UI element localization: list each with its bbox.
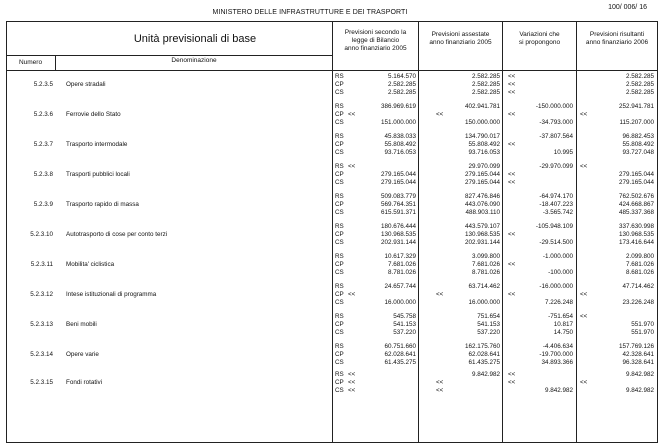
row-value: 55.808.492: [468, 141, 500, 149]
row-value: 96.882.453: [622, 133, 654, 140]
row-value: -3.565.742: [542, 209, 573, 217]
row-value: -751.654: [548, 313, 573, 320]
header-line: Previsioni assestate: [431, 31, 490, 38]
row-value: 60.751.660: [384, 343, 416, 350]
row-value: 279.165.044: [618, 179, 654, 187]
row-value: 279.165.044: [380, 171, 416, 179]
row-type: CS: [335, 89, 344, 97]
row-value: -100.000: [548, 269, 573, 277]
row-numero: 5.2.3.10: [30, 231, 53, 239]
header-previsioni-assestate: [419, 31, 502, 47]
row-numero: 5.2.3.14: [30, 351, 53, 359]
row-value: 279.165.044: [464, 179, 500, 187]
row-type: RS: [335, 163, 344, 170]
row-value: 424.668.867: [618, 201, 654, 209]
row-value: 24.657.744: [384, 283, 416, 290]
row-value: <<: [508, 73, 516, 80]
header-variazioni: [503, 31, 576, 47]
row-value: 10.995: [553, 149, 573, 157]
row-value: <<: [436, 291, 444, 299]
row-denominazione: Beni mobili: [66, 321, 97, 329]
row-value: -64.974.170: [539, 193, 573, 200]
row-value: 151.000.000: [380, 119, 416, 127]
row-type: RS: [335, 133, 344, 140]
row-type: RS: [335, 73, 344, 80]
header-line: Previsioni secondo la: [344, 29, 407, 36]
row-value: 130.968.535: [380, 231, 416, 239]
row-value: -37.807.564: [539, 133, 573, 140]
row-value: <<: [580, 379, 588, 387]
row-value: 8.781.026: [471, 269, 500, 277]
row-value: 541.153: [393, 321, 416, 329]
row-value: 202.931.144: [380, 239, 416, 247]
right-border: [657, 21, 658, 442]
row-value: 2.582.285: [625, 81, 654, 89]
row-numero: 5.2.3.12: [30, 291, 53, 299]
header-line: anno finanziario 2005: [429, 39, 492, 47]
col-divider-bilancio: [418, 21, 419, 442]
row-value: <<: [580, 291, 588, 299]
row-value: 279.165.044: [380, 179, 416, 187]
row-value: <<: [348, 379, 356, 387]
row-type: CP: [335, 261, 344, 269]
row-value: 61.435.275: [384, 359, 416, 367]
row-value: 551.970: [631, 321, 654, 329]
row-type: RS: [335, 343, 344, 350]
row-type: CS: [335, 269, 344, 277]
row-value: -4.406.634: [542, 343, 573, 350]
row-value: 180.676.444: [380, 223, 416, 230]
row-value: <<: [508, 379, 516, 387]
row-value: -34.793.000: [539, 119, 573, 127]
header-line: anno finanziario 2005: [344, 45, 407, 53]
row-value: -150.000.000: [535, 103, 573, 110]
row-value: 509.083.779: [380, 193, 416, 200]
row-value: 551.970: [631, 329, 654, 337]
row-type: CS: [335, 119, 344, 127]
row-value: 55.808.492: [622, 141, 654, 149]
row-type: CS: [335, 149, 344, 157]
row-value: 7.226.248: [544, 299, 573, 307]
row-value: 62.028.641: [468, 351, 500, 359]
row-value: 157.769.126: [618, 343, 654, 350]
row-type: CS: [335, 299, 344, 307]
row-value: 130.968.535: [618, 231, 654, 239]
row-value: <<: [508, 141, 516, 149]
row-denominazione: Trasporto intermodale: [66, 141, 128, 149]
page-number: 100/ 006/ 16: [608, 4, 647, 11]
header-denominazione: Denominazione: [171, 57, 217, 64]
row-value: 7.681.026: [625, 261, 654, 269]
row-value: -16.000.000: [539, 283, 573, 290]
row-value: 7.681.026: [387, 261, 416, 269]
row-value: <<: [348, 387, 356, 395]
row-numero: 5.2.3.5: [33, 81, 53, 89]
row-value: -29.514.500: [539, 239, 573, 247]
row-value: 23.226.248: [622, 299, 654, 307]
row-value: 47.714.462: [622, 283, 654, 290]
header-line: Variazioni che: [519, 31, 560, 38]
header-line: Previsioni risultanti: [589, 31, 645, 38]
row-value: <<: [508, 111, 516, 119]
row-value: 16.000.000: [384, 299, 416, 307]
row-denominazione: Mobilita' ciclistica: [66, 261, 115, 269]
row-value: 8.781.026: [387, 269, 416, 277]
col-divider-assestate: [502, 21, 503, 442]
header-numero: Numero: [18, 59, 43, 66]
row-value: <<: [348, 371, 356, 378]
row-type: CP: [335, 201, 344, 209]
row-value: <<: [436, 387, 444, 395]
row-value: <<: [508, 261, 516, 269]
row-value: <<: [436, 379, 444, 387]
row-value: 130.968.535: [464, 231, 500, 239]
row-value: 615.591.371: [380, 209, 416, 217]
row-denominazione: Ferrovie dello Stato: [66, 111, 121, 119]
row-value: 93.716.053: [468, 149, 500, 157]
row-numero: 5.2.3.13: [30, 321, 53, 329]
row-denominazione: Opere stradali: [66, 81, 106, 89]
row-value: 96.328.641: [622, 359, 654, 367]
row-type: RS: [335, 193, 344, 200]
row-type: RS: [335, 283, 344, 290]
row-value: 2.582.285: [625, 73, 654, 80]
row-value: 14.750: [553, 329, 573, 337]
row-type: CS: [335, 387, 344, 395]
row-value: 545.758: [393, 313, 416, 320]
row-value: 10.817: [553, 321, 573, 329]
row-numero: 5.2.3.11: [30, 261, 53, 269]
row-value: <<: [508, 371, 516, 378]
row-value: <<: [348, 111, 356, 119]
row-type: CP: [335, 351, 344, 359]
header-line: anno finanziario 2006: [585, 39, 649, 47]
row-value: 386.969.619: [380, 103, 416, 110]
row-value: 2.582.285: [471, 81, 500, 89]
table-bottom-border: [6, 442, 658, 443]
row-value: 279.165.044: [464, 171, 500, 179]
header-line: si propongono: [518, 39, 561, 47]
row-type: RS: [335, 371, 344, 378]
row-value: 9.842.982: [471, 371, 500, 378]
row-value: 150.000.000: [464, 119, 500, 127]
row-denominazione: Autotrasporto di cose per conto terzi: [66, 231, 168, 239]
row-value: 93.716.053: [384, 149, 416, 157]
row-type: RS: [335, 313, 344, 320]
row-type: CP: [335, 111, 344, 119]
row-value: 3.099.800: [471, 253, 500, 260]
row-type: CS: [335, 239, 344, 247]
row-value: 541.153: [477, 321, 500, 329]
row-value: 62.028.641: [384, 351, 416, 359]
row-type: CS: [335, 179, 344, 187]
row-denominazione: Trasporto rapido di massa: [66, 201, 139, 209]
row-value: -105.948.109: [535, 223, 573, 230]
row-numero: 5.2.3.15: [30, 379, 53, 387]
col-divider-unita: [332, 21, 333, 442]
row-value: 443.579.107: [464, 223, 500, 230]
row-value: 8.681.026: [625, 269, 654, 277]
row-type: CS: [335, 209, 344, 217]
row-type: CS: [335, 329, 344, 337]
row-value: 61.435.275: [468, 359, 500, 367]
row-value: 9.842.982: [625, 387, 654, 395]
row-type: CS: [335, 359, 344, 367]
row-value: <<: [436, 111, 444, 119]
row-value: 252.941.781: [618, 103, 654, 110]
row-type: CP: [335, 291, 344, 299]
row-value: 34.893.366: [541, 359, 573, 367]
row-numero: 5.2.3.8: [33, 171, 53, 179]
row-value: 827.476.846: [464, 193, 500, 200]
row-value: 115.207.000: [619, 119, 654, 127]
row-numero: 5.2.3.7: [33, 141, 53, 149]
row-value: -19.700.000: [539, 351, 573, 359]
row-value: 45.838.033: [384, 133, 416, 140]
header-previsioni-risultanti: [577, 31, 657, 47]
row-numero: 5.2.3.6: [33, 111, 53, 119]
row-value: 7.681.026: [471, 261, 500, 269]
row-value: 16.000.000: [468, 299, 500, 307]
row-value: <<: [348, 291, 356, 299]
row-value: 162.175.760: [464, 343, 500, 350]
row-value: <<: [580, 111, 588, 119]
row-value: -18.407.223: [539, 201, 573, 209]
row-value: 488.903.110: [465, 209, 500, 217]
row-value: 2.582.285: [471, 73, 500, 80]
row-value: 29.970.099: [468, 163, 500, 170]
ministry-title: MINISTERO DELLE INFRASTRUTTURE E DEI TRASPORTI: [212, 9, 408, 16]
row-type: RS: [335, 223, 344, 230]
row-value: <<: [348, 163, 356, 170]
row-value: 55.808.492: [384, 141, 416, 149]
row-value: 2.582.285: [471, 89, 500, 97]
row-value: <<: [508, 179, 516, 187]
row-type: CP: [335, 141, 344, 149]
row-value: 2.582.285: [387, 89, 416, 97]
row-type: CP: [335, 171, 344, 179]
row-value: 42.328.641: [622, 351, 654, 359]
row-value: 2.582.285: [625, 89, 654, 97]
row-type: CP: [335, 81, 344, 89]
row-value: <<: [508, 171, 516, 179]
row-denominazione: Trasporti pubblici locali: [66, 171, 130, 179]
row-value: 402.941.781: [464, 103, 500, 110]
row-value: <<: [508, 89, 516, 97]
row-value: <<: [580, 163, 588, 170]
row-value: 485.337.368: [618, 209, 654, 217]
row-denominazione: Fondi rotativi: [66, 379, 103, 387]
row-value: <<: [580, 313, 588, 320]
header-previsioni-bilancio: [333, 29, 418, 54]
row-value: <<: [508, 231, 516, 239]
row-value: 537.220: [477, 329, 500, 337]
row-type: RS: [335, 103, 344, 110]
row-value: 9.842.982: [625, 371, 654, 378]
row-value: 173.416.644: [618, 239, 654, 247]
row-value: 134.790.017: [464, 133, 500, 140]
row-value: 10.617.329: [384, 253, 416, 260]
row-denominazione: Opere varie: [66, 351, 99, 359]
row-type: CP: [335, 231, 344, 239]
row-value: <<: [508, 291, 516, 299]
row-numero: 5.2.3.9: [33, 201, 53, 209]
row-value: 93.727.048: [622, 149, 654, 157]
row-value: 762.502.676: [618, 193, 654, 200]
row-value: 279.165.044: [618, 171, 654, 179]
row-value: 202.931.144: [464, 239, 500, 247]
row-value: 63.714.462: [468, 283, 500, 290]
row-value: 5.164.570: [387, 73, 416, 80]
row-value: 443.076.090: [464, 201, 500, 209]
row-type: CP: [335, 379, 344, 387]
row-value: 569.764.351: [380, 201, 416, 209]
row-value: 537.220: [393, 329, 416, 337]
row-value: -29.970.099: [539, 163, 573, 170]
header-line: legge di Bilancio: [351, 37, 400, 45]
row-value: 337.630.998: [618, 223, 654, 230]
row-value: -1.000.000: [542, 253, 573, 260]
row-value: 2.582.285: [387, 81, 416, 89]
header-unita: Unità previsionali di base: [133, 33, 257, 45]
row-type: CP: [335, 321, 344, 329]
row-value: <<: [508, 81, 516, 89]
row-type: RS: [335, 253, 344, 260]
row-value: 2.099.800: [625, 253, 654, 260]
row-denominazione: Intese istituzionali di programma: [66, 291, 157, 299]
row-value: 751.654: [477, 313, 500, 320]
row-value: 9.842.982: [544, 387, 573, 395]
